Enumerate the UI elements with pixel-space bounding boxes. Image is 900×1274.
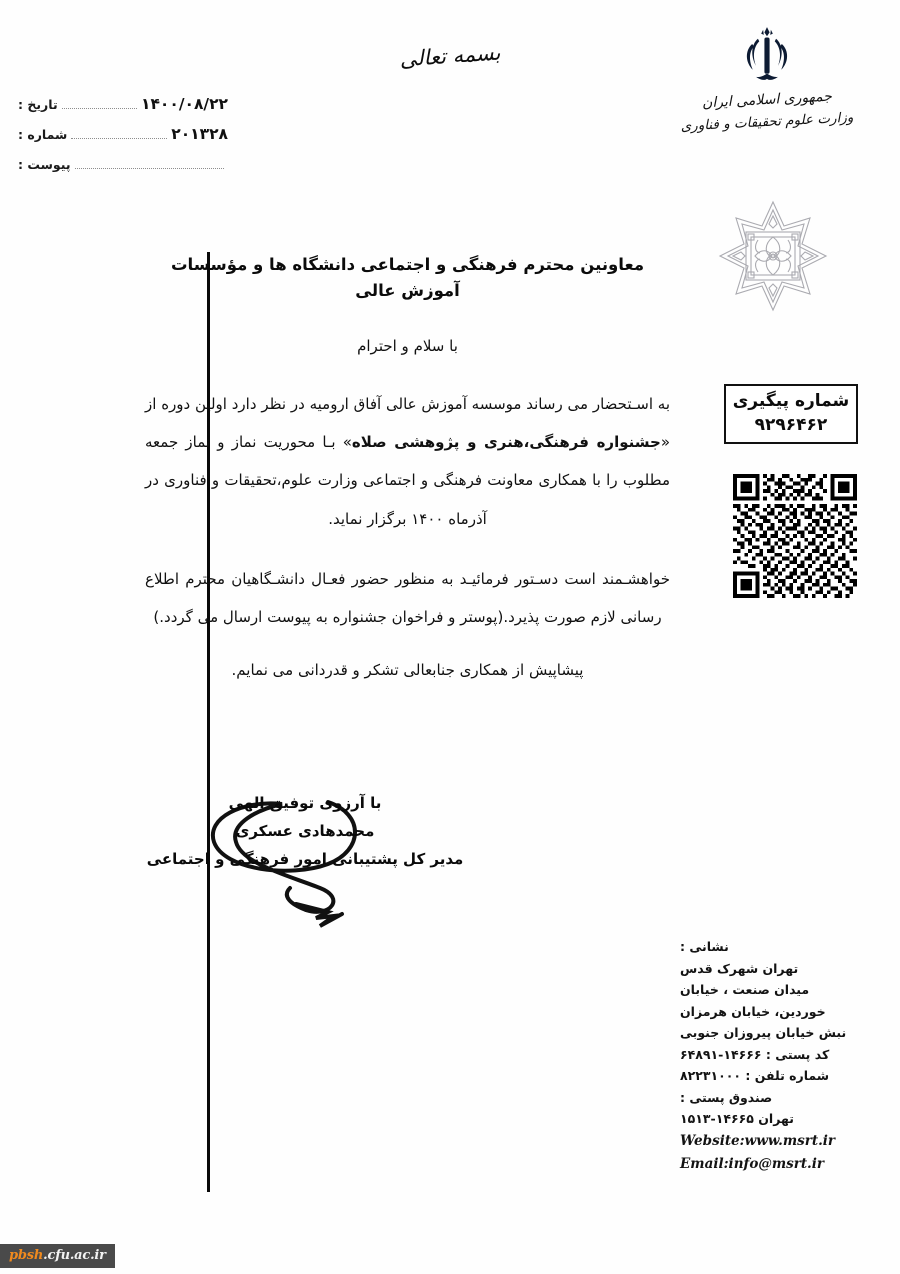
phone-number: شماره تلفن : ۸۲۲۳۱۰۰۰ xyxy=(680,1068,830,1083)
pobox-label: صندوق پستی : xyxy=(680,1089,773,1105)
basmala-heading: بسمه تعالی xyxy=(398,40,502,72)
address-line-4: نبش خیابان پیروزان جنوبی xyxy=(680,1025,847,1040)
meta-row-number xyxy=(18,114,228,144)
pobox-value: تهران ۱۴۶۶۵-۱۵۱۳ xyxy=(680,1111,794,1126)
watermark-prefix: pbsh xyxy=(9,1248,44,1263)
signature-block xyxy=(140,790,470,873)
letterhead-ministry: وزارت علوم تحقیقات و فناوری xyxy=(680,109,854,135)
date-value: ۱۴۰۰/۰۸/۲۲ xyxy=(140,95,228,113)
signature-wish: با آرزوی توفیق الهی xyxy=(228,794,382,812)
salutation-line: با سلام و احترام xyxy=(357,336,458,355)
body-paragraph-3: پیشاپیش از همکاری جنابعالی تشکر و قدردانی می نمایم. xyxy=(231,661,584,680)
number-label: شماره : xyxy=(18,127,68,142)
qr-code-image xyxy=(733,474,857,598)
footer-address-block xyxy=(680,936,870,1176)
islamic-star-ornament-icon xyxy=(698,196,848,346)
postal-code: کد پستی : ۱۴۶۶۶-۶۴۸۹۱ xyxy=(680,1046,830,1062)
address-line-2: میدان صنعت ، خیابان xyxy=(680,982,810,997)
body-paragraph-1 xyxy=(145,385,670,538)
address-line-1: تهران شهرک قدس xyxy=(680,960,799,976)
address-label: نشانی : xyxy=(680,939,729,954)
tracking-label: شماره پیگیری xyxy=(732,391,850,411)
source-watermark xyxy=(0,1244,115,1268)
tracking-number-value: ۹۲۹۶۴۶۲ xyxy=(754,415,828,436)
meta-row-date xyxy=(18,84,228,114)
letterhead xyxy=(662,22,872,133)
letter-meta-block xyxy=(18,84,228,174)
signature-name: محمدهادی عسکری xyxy=(235,821,375,840)
paragraph1-text-before: به اسـتحضار می رساند موسسه آموزش عالی آفاق ارومیه در نظر دارد اولین دوره از « xyxy=(145,394,670,452)
body-paragraph-2: خواهشـمند است دسـتور فرمائیـد به منظور حضور فعـال دانشـگاهیان محترم اطلاع رسانی لازم صورت پذیرد.(پوستر و فراخوان جشنواره به پیوست ارسال می گردد.) xyxy=(145,569,670,627)
number-value: ۲۰۱۳۲۸ xyxy=(171,125,228,143)
qr-code xyxy=(733,474,857,598)
addressee-line: معاونین محترم فرهنگی و اجتماعی دانشگاه ها و مؤسسات آموزش عالی xyxy=(170,255,645,301)
address-line-3: خوردین، خیابان هرمزان xyxy=(680,1003,826,1019)
letterhead-country: جمهوری اسلامی ایران xyxy=(701,88,833,112)
attachment-dotted-rule xyxy=(75,167,224,169)
signature-title: مدیر کل پشتیبانی امور فرهنگی و اجتماعی xyxy=(146,849,464,868)
letter-body xyxy=(145,252,670,705)
paragraph1-text-after: » بـا محوریت نماز و نماز جمعه مطلوب را با همکاری معاونت فرهنگی و اجتماعی وزارت علوم،تحقیقات و فناوری در آذرماه ۱۴۰۰ برگزار نماید. xyxy=(145,433,670,528)
attachment-label: پیوست : xyxy=(18,157,71,172)
email-line: Email:info@msrt.ir xyxy=(680,1155,824,1172)
number-dotted-rule xyxy=(71,137,167,139)
date-dotted-rule xyxy=(62,107,137,109)
website-line: Website:www.msrt.ir xyxy=(680,1132,836,1149)
festival-name: جشنواره فرهنگی،هنری و پژوهشی صلاه xyxy=(351,433,661,452)
meta-row-attachment xyxy=(18,144,228,174)
watermark-suffix: .cfu.ac.ir xyxy=(43,1248,106,1263)
date-label: تاریخ : xyxy=(18,97,58,112)
iran-emblem-icon xyxy=(734,22,800,84)
tracking-number-box xyxy=(724,384,858,444)
